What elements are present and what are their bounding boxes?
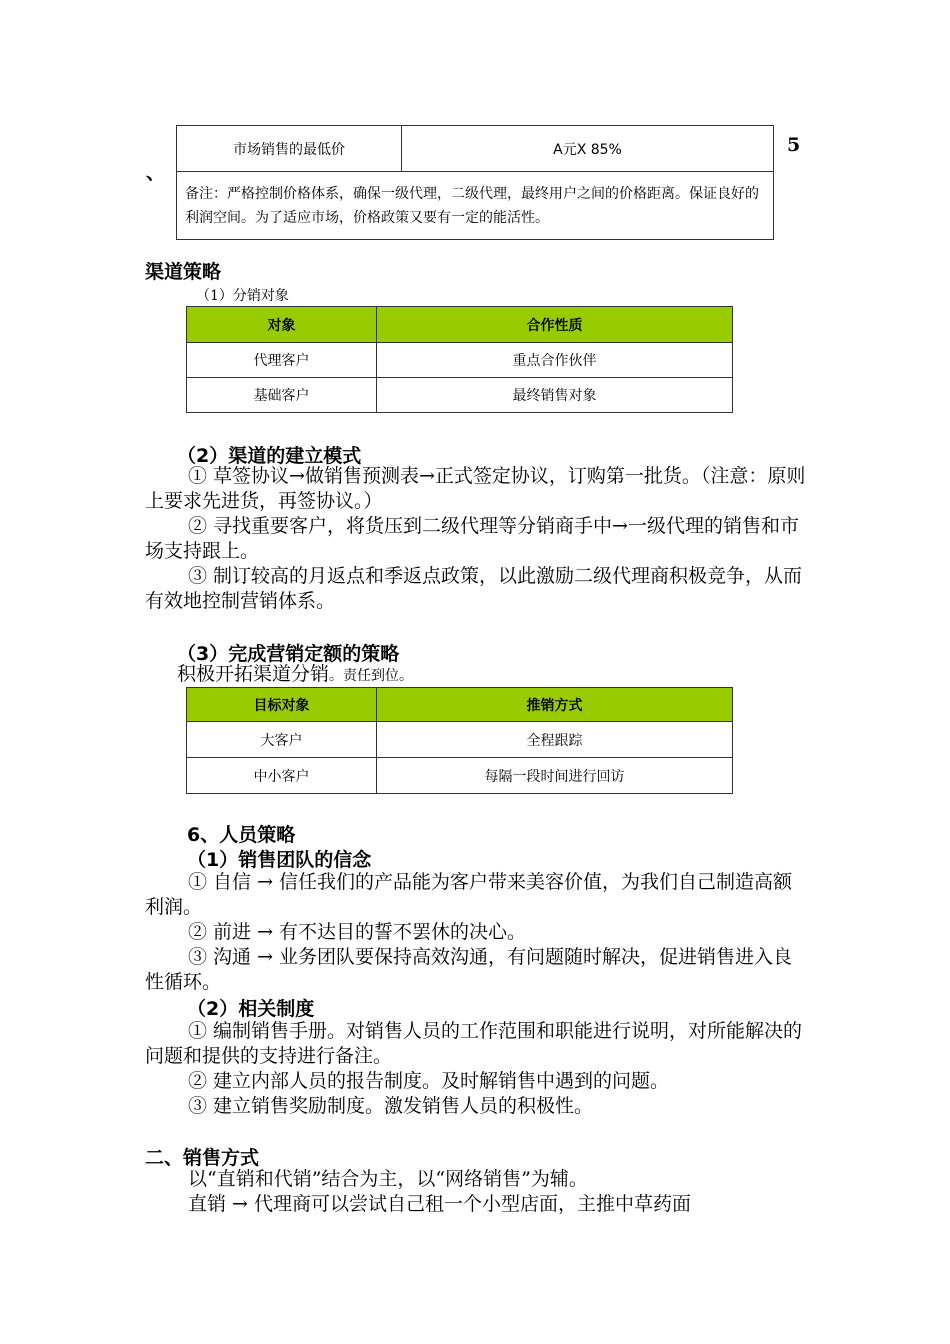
table2-header-target: 目标对象 (187, 688, 377, 722)
sales-title: 二、销售方式 (145, 1147, 260, 1169)
price-note-cell: 备注：严格控制价格体系，确保一级代理，二级代理，最终用户之间的价格距离。保证良好的利润空间。为了适应市场，价格政策又要有一定的能活性。 (177, 172, 774, 240)
staff-sub1: （1）销售团队的信念 (187, 849, 372, 871)
table1-header-object: 对象 (187, 307, 377, 343)
table2-header-method: 推销方式 (377, 688, 733, 722)
table-cell: 大客户 (187, 722, 377, 758)
sales-p2: 直销 → 代理商可以尝试自己租一个小型店面，主推中草药面 (188, 1193, 692, 1215)
channel-p4-main: 积极开拓渠道分销 (177, 663, 330, 685)
table1-header-nature: 合作性质 (377, 307, 733, 343)
channel-p4-small: 。责任到位。 (329, 668, 414, 684)
promotion-table (186, 687, 733, 794)
staff-p6: ③ 建立销售奖励制度。激发销售人员的积极性。 (188, 1095, 594, 1117)
channel-p3: ③ 制订较高的月返点和季返点政策，以此激励二级代理商积极竞争，从而有效地控制营销体系。 (145, 565, 803, 612)
staff-sub2: （2）相关制度 (187, 998, 315, 1020)
channel-sub2: （2）渠道的建立模式 (177, 445, 362, 467)
channel-sub1: （1）分销对象 (196, 288, 289, 304)
table-cell: 全程跟踪 (377, 722, 733, 758)
table-cell: 每隔一段时间进行回访 (377, 758, 733, 794)
staff-title: 6、人员策略 (187, 824, 296, 846)
channel-title: 渠道策略 (145, 261, 222, 283)
sales-p1: 以“直销和代销”结合为主，以“网络销售”为辅。 (188, 1168, 588, 1190)
staff-p3: ③ 沟通 → 业务团队要保持高效沟通，有问题随时解决，促进销售进入良性循环。 (145, 946, 793, 993)
table-cell: 中小客户 (187, 758, 377, 794)
section-number: 5 (787, 134, 801, 156)
table-cell: 代理客户 (187, 343, 377, 378)
staff-p5: ② 建立内部人员的报告制度。及时解销售中遇到的问题。 (188, 1070, 670, 1092)
price-table (176, 125, 774, 240)
table-cell: 重点合作伙伴 (377, 343, 733, 378)
channel-sub3: （3）完成营销定额的策略 (177, 643, 400, 665)
table-cell: 基础客户 (187, 378, 377, 413)
distribution-table (186, 306, 733, 413)
price-value-cell: A元X 85% (402, 126, 774, 172)
channel-p2: ② 寻找重要客户，将货压到二级代理等分销商手中→一级代理的销售和市场支持跟上。 (145, 515, 799, 562)
staff-p4: ① 编制销售手册。对销售人员的工作范围和职能进行说明，对所能解决的问题和提供的支持进行备注。 (145, 1020, 803, 1067)
staff-p1: ① 自信 → 信任我们的产品能为客户带来美容价值，为我们自己制造高额利润。 (145, 871, 793, 918)
channel-p1: ① 草签协议→做销售预测表→正式签定协议，订购第一批货。（注意：原则上要求先进货，再签协议。） (145, 465, 806, 512)
section-mark: 、 (146, 162, 166, 184)
channel-p4 (177, 662, 413, 689)
table-cell: 最终销售对象 (377, 378, 733, 413)
price-label-cell: 市场销售的最低价 (177, 126, 402, 172)
staff-p2: ② 前进 → 有不达目的誓不罢休的决心。 (188, 921, 527, 943)
